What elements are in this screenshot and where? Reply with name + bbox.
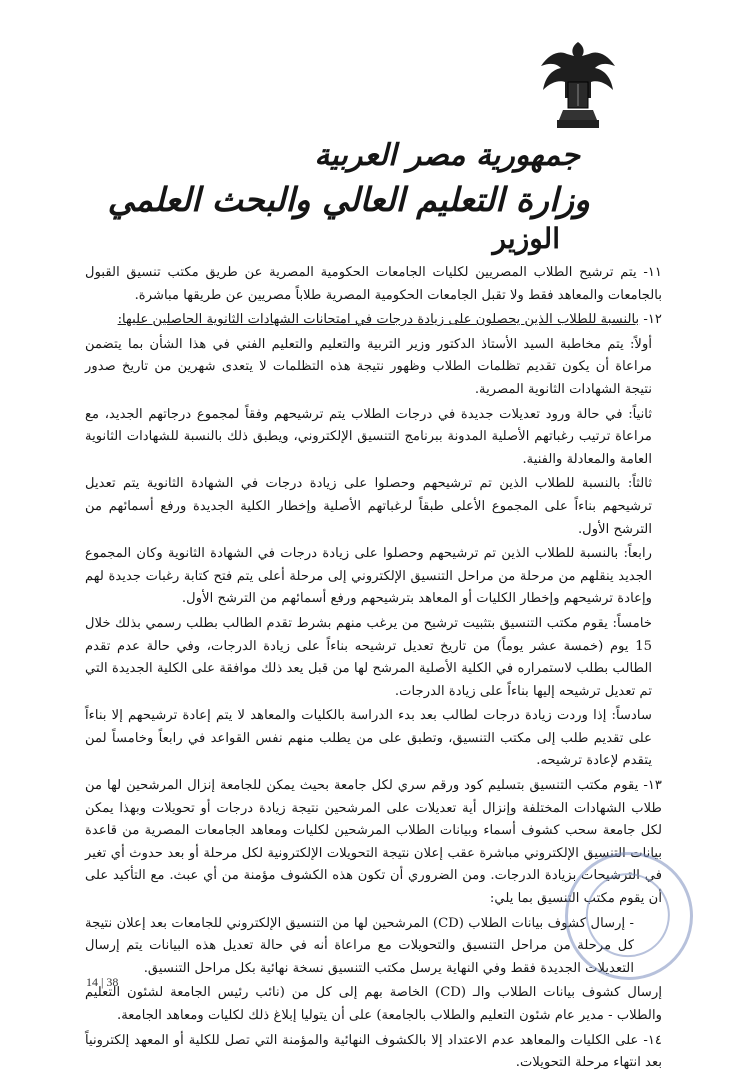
clause-13-bullet: - إرسال كشوف بيانات الطلاب (CD) المرشحين لها من التنسيق الإلكتروني للجامعات بعد إعلان نتيجة كل مرحلة من مراحل التنسيق والتحويلات مع مراعاة أنه في حالة تعديل هذه البيانات يتم إرسال التعديلات الجديدة فقط وفي النهاية يرسل مكتب التنسيق نسخة نهائية بكل مراحل التنسيق. [85, 915, 635, 976]
clause-text: يقوم مكتب التنسيق بتسليم كود ورقم سري لكل جامعة بحيث يمكن للجامعة إنزال المرشحين لها من طلاب الشهادات المختلفة وإنزال أية تعديلات على المرشحين نتيجة زيادة درجات أو تحويلات وبهذا يمكن لكل جامعة سحب كشوف أسماء وبيانات الطلاب المرشحين لكليات ومعاهد الجامعات المصرية من قاعدة بيانات التنسيق الإلكتروني مباشرة عقب إعلان نتيجة التحويلات الإلكترونية لكل مرحلة أو بعد حدوث أي تغير في الترشيحات بزيادة الدرجات. ومن الضروري أن تكون هذه الكشوف مؤمنة من أي عبث. مع التأكيد على أن يقوم مكتب التنسيق بما يلي: [85, 778, 662, 907]
clause-14 [85, 1030, 662, 1075]
clause-number: ١٢- [643, 312, 662, 328]
sub-clause-label: خامساً: [612, 615, 652, 631]
stamp-inner-ring [580, 868, 675, 963]
sub-clause-label: ثانياً: [628, 406, 652, 422]
republic-name: جمهورية مصر العربية [314, 138, 580, 173]
ministry-name: وزارة التعليم العالي والبحث العلمي [107, 180, 590, 219]
sub-clause-text: بالنسبة للطلاب الذين تم ترشيحهم وحصلوا على زيادة درجات في الشهادة الثانوية وكان المجموع الجديد ينقلهم من مرحلة من مراحل التنسيق الإلكتروني إلى مرحلة أعلى يتم فتح كتابة رغبات جديدة لهم وإعادة ترشيحهم وإخطار الكليات أو المعاهد بترشيحهم ورفع أسمائهم من الترشح الأول. [85, 546, 652, 607]
sub-clause-text: في حالة ورود تعديلات جديدة في درجات الطلاب يتم ترشيحهم وفقاً لمجموع درجاتهم الجديد، مع مراعاة ترتيب رغباتهم الأصلية المدونة ببرنامج التنسيق الإلكتروني، ويطبق ذلك بالنسبة للشهادات الثانوية العامة والمعادلة والفنية. [85, 406, 652, 467]
sub-clause-label: أولاً: [629, 336, 652, 352]
sub-clause-label: ثالثاً: [627, 476, 652, 492]
sub-clause-fifth [85, 613, 662, 703]
clause-number: ١٤- [643, 1032, 662, 1048]
clause-number: ١٣- [643, 778, 662, 794]
sub-clause-sixth [85, 705, 662, 773]
sub-clause-text: يقوم مكتب التنسيق بتثبيت ترشيح من يرغب منهم بشرط تقدم الطالب بطلب رسمي بذلك خلال 15 يوم (خمسة عشر يوماً) من تاريخ تعديل ترشيحه بناءاً على زيادة الدرجات، وفي حالة عدم تقدم الطالب بطلب لاستمراره في الكلية الأصلية المرشح لها من قبل يعد ذلك موافقة على الكلية الجديدة التي تم تعديل ترشيحه إليها بناءاً على زيادة الدرجات. [85, 615, 652, 699]
document-body [85, 262, 662, 1077]
clause-11 [85, 262, 662, 307]
sub-clause-first [85, 334, 662, 402]
sub-clause-text: إذا وردت زيادة درجات لطالب بعد بدء الدراسة بالكليات والمعاهد لا يتم إعادة ترشيحهم إلا بناءاً على تقديم طلب إلى مكتب التنسيق، وتطبق على من يطلب منهم نفس القواعد في رابعاً وخامساً لمن يتقدم لإعادة ترشيحه. [85, 708, 652, 769]
clause-text: على الكليات والمعاهد عدم الاعتداد إلا بالكشوف النهائية والمؤمنة التي تصل للكلية أو المعهد إلكترونياً بعد انتهاء مرحلة التحويلات. [85, 1032, 662, 1071]
sub-clause-label: رابعاً: [623, 546, 652, 562]
minister-title: الوزير [492, 222, 560, 255]
sub-clause-text: بالنسبة للطلاب الذين تم ترشيحهم وحصلوا على زيادة درجات في الشهادة الثانوية يتم تعديل ترشيحهم بناءاً على المجموع الأعلى طبقاً لرغباتهم الأصلية وإخطار الكلية الجديدة ورفع أسمائهم من الترشح الأول. [85, 476, 652, 537]
clause-text: يتم ترشيح الطلاب المصريين لكليات الجامعات الحكومية المصرية عن طريق مكتب تنسيق القبول بالجامعات والمعاهد فقط ولا تقبل الجامعات الحكومية المصرية طلاباً مصريين عن طريقها مباشرة. [85, 265, 662, 303]
eagle-emblem-icon [537, 38, 619, 134]
clause-number: ١١- [643, 265, 662, 280]
sub-clause-fourth [85, 543, 662, 611]
sub-clause-second [85, 404, 662, 472]
sub-clause-text: يتم مخاطبة السيد الأستاذ الدكتور وزير التربية والتعليم والتعليم الفني في هذا الشأن بما يتضمن مراعاة أن يكون تقديم تظلمات الطلاب وظهور نتيجة هذه التظلمات لا يتعدى شهرين من تاريخ صدور نتيجة الشهادات الثانوية المصرية. [85, 336, 652, 397]
clause-12 [85, 309, 662, 332]
sub-clause-third [85, 473, 662, 541]
clause-heading: بالنسبة للطلاب الذين يحصلون على زيادة درجات في امتحانات الشهادات الثانوية الحاصلين عليها: [117, 312, 640, 328]
clause-13-continuation: إرسال كشوف بيانات الطلاب والـ (CD) الخاصة بهم إلى كل من (نائب رئيس الجامعة لشئون التعليم والطلاب - مدير عام شئون التعليم والطلاب بالجامعة) على أن يتوليا إبلاغ ذلك لكليات ومعاهد الجامعة. [85, 985, 662, 1023]
page-number: 14 | 38 [86, 975, 119, 989]
sub-clause-label: سادساً: [611, 708, 652, 724]
